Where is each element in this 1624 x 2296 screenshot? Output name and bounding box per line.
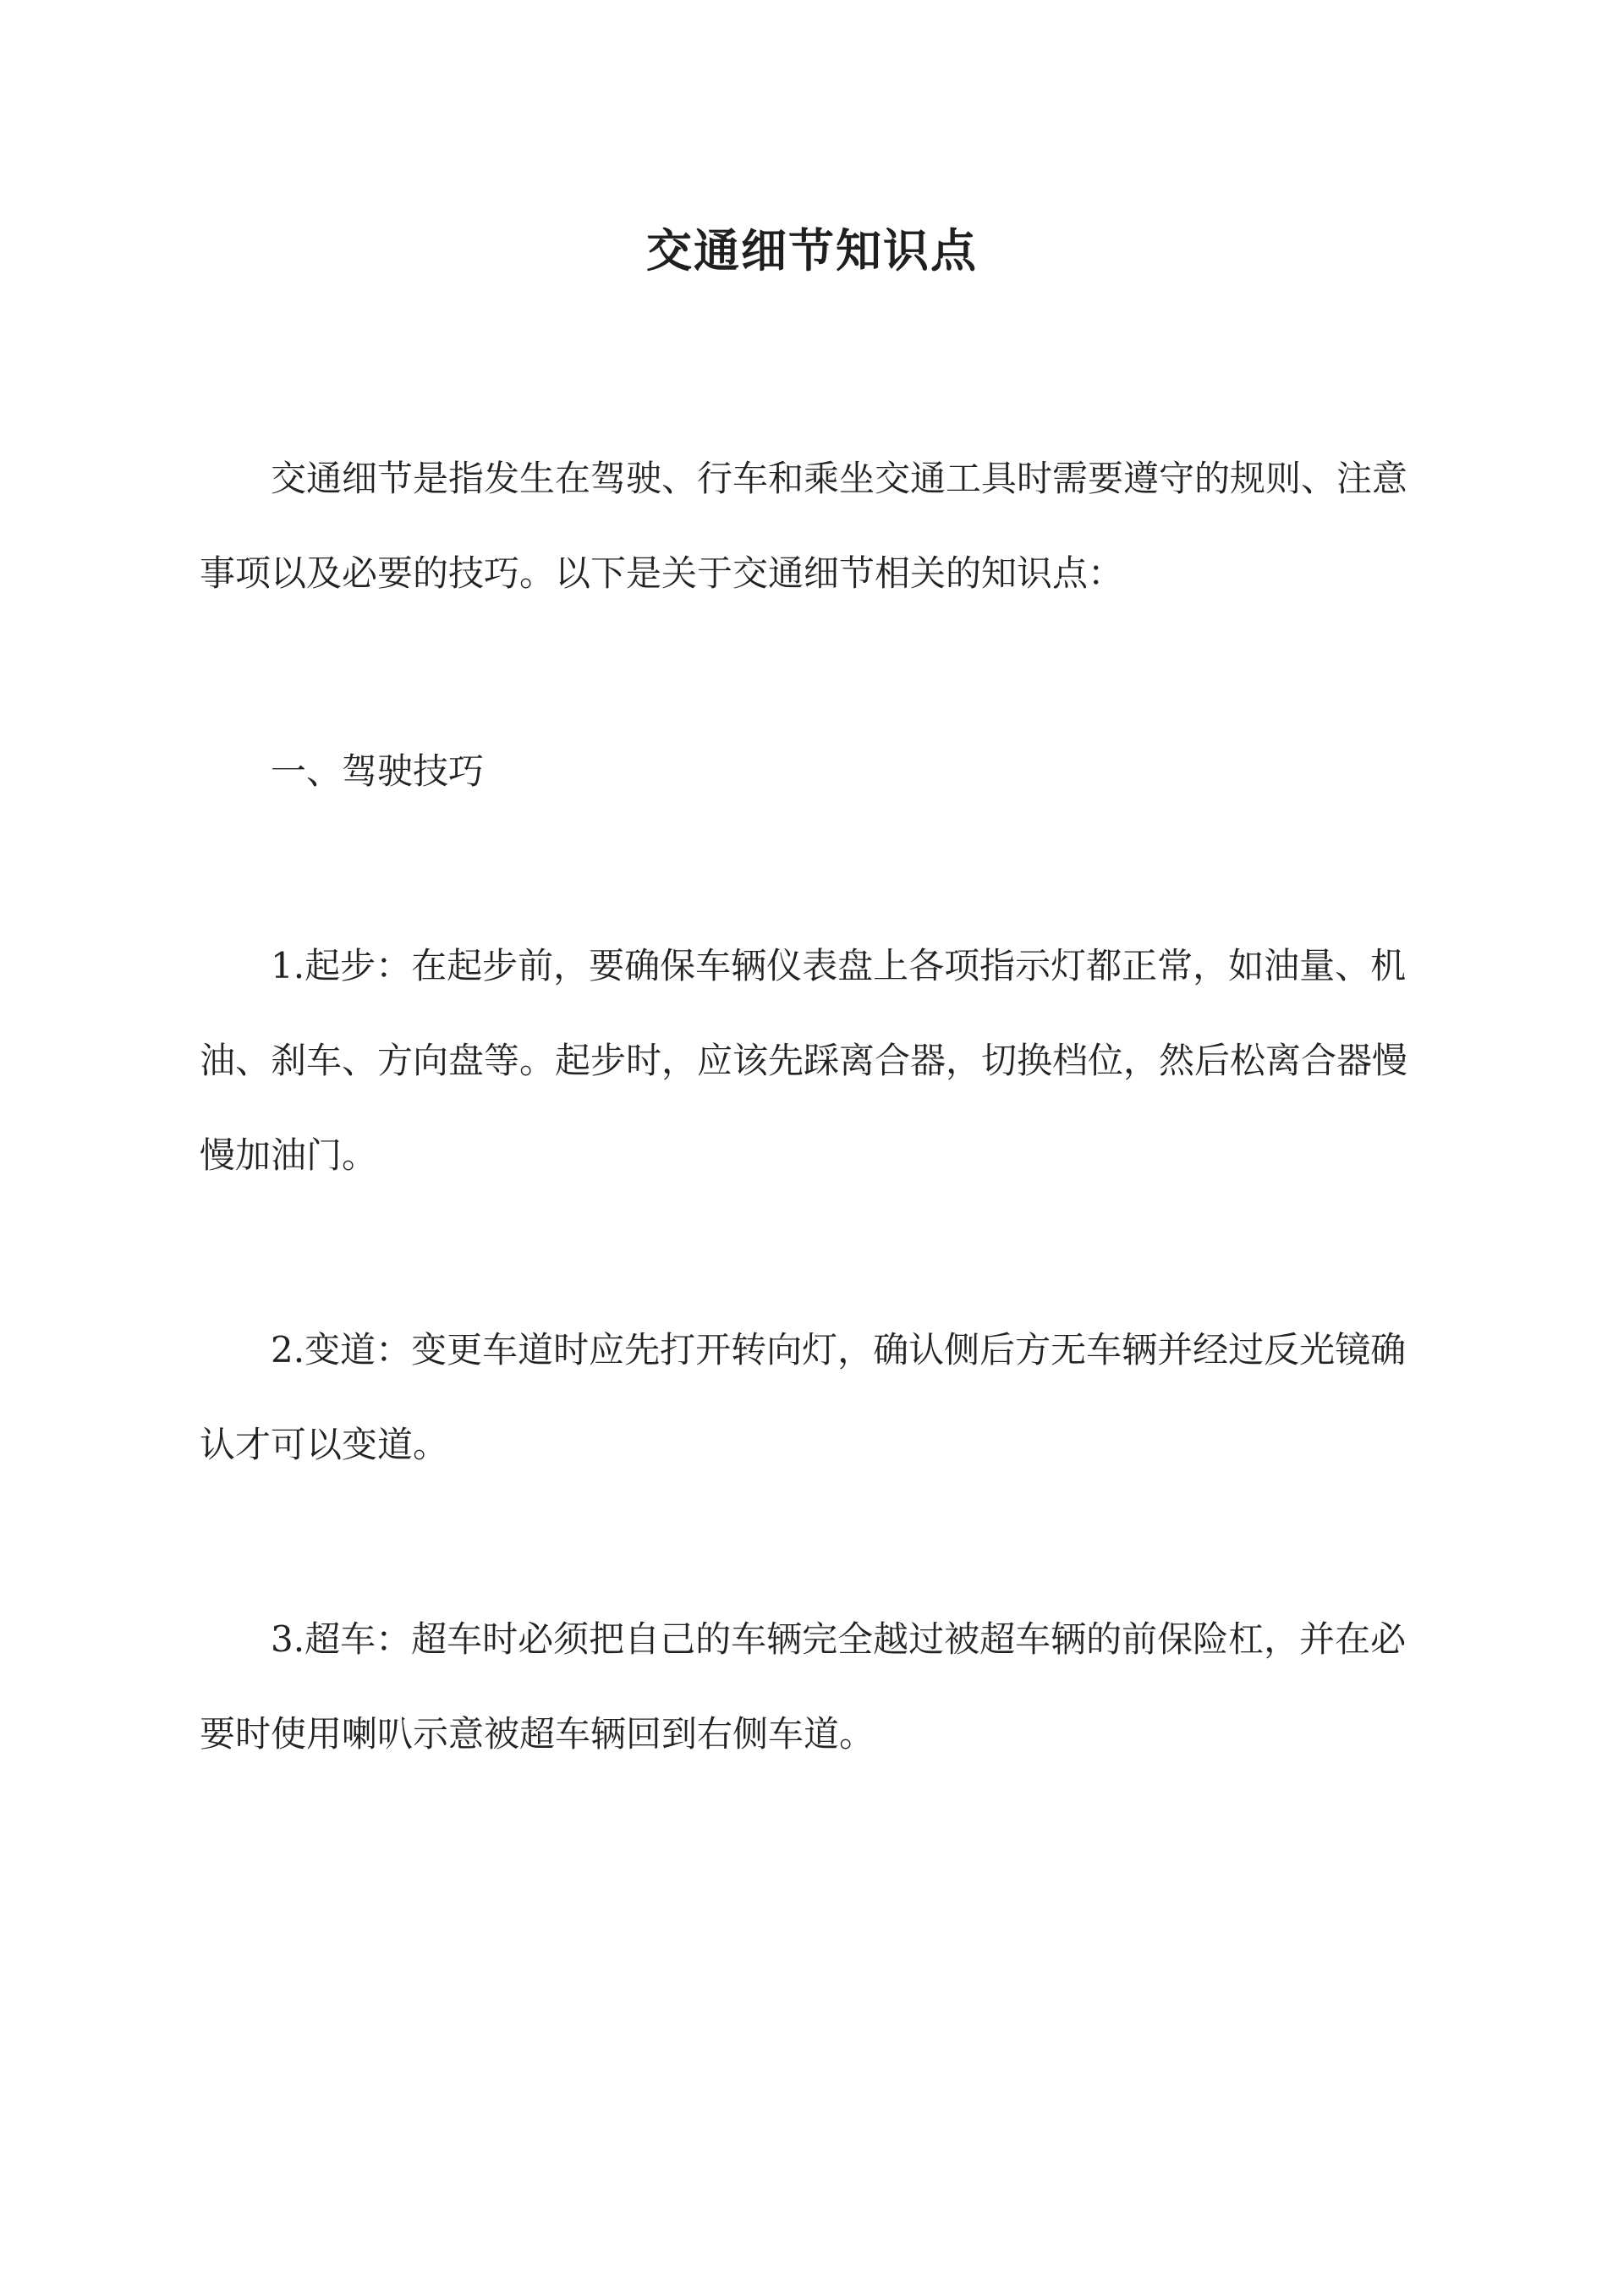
- spacer: [200, 1492, 1426, 1592]
- document-body: [200, 431, 1426, 1782]
- spacer: [200, 819, 1426, 919]
- list-item-lane-change: 2.变道：变更车道时应先打开转向灯，确认侧后方无车辆并经过反光镜确认才可以变道。: [200, 1329, 1407, 1465]
- document-title: 交通细节知识点: [646, 223, 978, 278]
- section-heading: 一、驾驶技巧: [271, 750, 485, 792]
- list-item-start: 1.起步：在起步前，要确保车辆仪表盘上各项指示灯都正常，如油量、机油、刹车、方向盘等。起步时，应该先踩离合器，切换档位，然后松离合器慢慢加油门。: [200, 945, 1408, 1176]
- intro-paragraph: 交通细节是指发生在驾驶、行车和乘坐交通工具时需要遵守的规则、注意事项以及必要的技巧。以下是关于交通细节相关的知识点：: [200, 458, 1408, 594]
- list-item-overtaking: 3.超车：超车时必须把自己的车辆完全越过被超车辆的前保险杠，并在必要时使用喇叭示意被超车辆回到右侧车道。: [200, 1618, 1407, 1755]
- spacer: [200, 1203, 1426, 1303]
- spacer: [200, 621, 1426, 724]
